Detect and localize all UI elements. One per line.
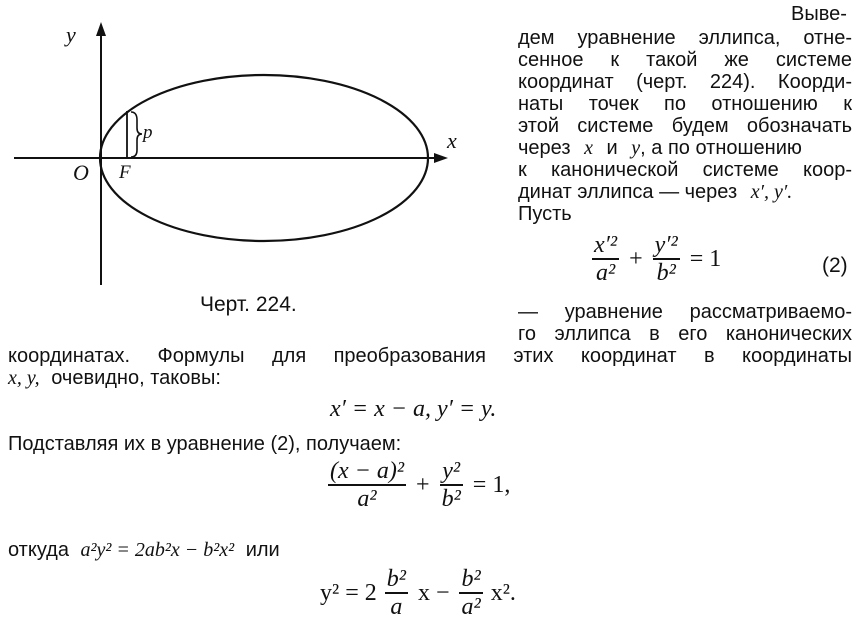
- focus-label: F: [119, 162, 131, 183]
- text-line-13: координатах. Формулы для преобразования этих координат в координаты: [8, 345, 852, 367]
- eqsub-frac-1-num: (x − a)²: [328, 458, 406, 486]
- eq2-frac-1-den: a²: [595, 260, 616, 287]
- text-line-15: Подставляя их в уравнение (2), получаем:: [8, 433, 402, 455]
- p-label: p: [143, 122, 153, 143]
- text-line-7-a: через: [518, 137, 571, 159]
- text-line-14-rest: очевидно, таковы:: [51, 367, 221, 389]
- text-line-7: [518, 138, 852, 158]
- text-line-4: координат (черт. 224). Коорди-: [518, 71, 852, 93]
- brace: [131, 112, 142, 157]
- eq2-frac-2: [653, 232, 680, 287]
- eqfin-tail: x².: [490, 579, 516, 606]
- text-line-9-a: динат эллипса — через: [518, 181, 738, 203]
- eqsub-frac-2: [440, 458, 463, 513]
- text-line-10: Пусть: [518, 203, 572, 225]
- text-line-2: дем уравнение эллипса, отне-: [518, 27, 852, 49]
- equation-inline: a²y² = 2ab²x − b²x²: [80, 539, 235, 561]
- text-line-7-c: , а по отношению: [640, 137, 802, 159]
- text-line-12: го эллипса в его канонических: [518, 323, 852, 345]
- text-line-7-b: и: [606, 137, 618, 159]
- y-axis-arrow: [96, 22, 106, 36]
- equation-transform: x′ = x − a, y′ = y.: [330, 396, 497, 422]
- eqfin-frac-2: [459, 566, 482, 621]
- var-y: y: [631, 137, 641, 159]
- text-line-16-b: или: [245, 539, 280, 561]
- text-line-14: [8, 368, 221, 388]
- eqfin-lhs: y² = 2: [320, 579, 377, 606]
- axis-x-label: x: [447, 128, 457, 153]
- x-axis-arrow: [434, 153, 448, 163]
- text-line-6: этой системе будем обозначать: [518, 115, 852, 137]
- text-line-11: — уравнение рассматриваемо-: [518, 301, 852, 323]
- var-x: x: [584, 137, 593, 159]
- figure-224: [0, 0, 470, 316]
- text-line-3: сенное к такой же системе: [518, 49, 852, 71]
- eqfin-frac-1: [385, 566, 408, 621]
- eqsub-frac-2-num: y²: [440, 458, 463, 486]
- text-line-9: [518, 182, 852, 202]
- eq2-frac-1: [592, 232, 619, 287]
- figure-caption: Черт. 224.: [200, 293, 297, 316]
- text-line-1: Выве-: [791, 3, 847, 25]
- eqsub-frac-1: [328, 458, 406, 513]
- eqsub-rhs: = 1,: [472, 471, 511, 498]
- var-x-prime-y-prime: x′, y′.: [750, 181, 793, 203]
- eqsub-frac-2-den: b²: [441, 486, 461, 513]
- eq2-frac-2-num: y′²: [653, 232, 680, 260]
- eq2-plus: +: [629, 245, 643, 272]
- eq2-frac-1-num: x′²: [592, 232, 619, 260]
- eqfin-frac-2-den: a²: [461, 594, 481, 621]
- equation-2-number: (2): [822, 254, 848, 277]
- text-line-16-a: откуда: [8, 539, 69, 561]
- eq2-frac-2-den: b²: [656, 260, 676, 287]
- equation-final: [320, 566, 520, 621]
- eqfin-frac-1-den: a: [390, 594, 403, 621]
- text-line-5: наты точек по отношению к: [518, 93, 852, 115]
- equation-substituted: [328, 458, 514, 513]
- eqfin-mid: x −: [417, 579, 450, 606]
- text-line-8: к канонической системе коор-: [518, 159, 852, 181]
- vars-x-y: x, y,: [8, 367, 40, 389]
- axis-y-label: y: [66, 22, 76, 47]
- eqfin-frac-2-num: b²: [459, 566, 482, 594]
- origin-label: O: [73, 160, 89, 185]
- eqsub-frac-1-den: a²: [357, 486, 377, 513]
- text-line-16: [8, 540, 280, 560]
- eq2-rhs: = 1: [689, 245, 722, 272]
- equation-2: [592, 232, 725, 287]
- eqsub-plus: +: [416, 471, 430, 498]
- eqfin-frac-1-num: b²: [385, 566, 408, 594]
